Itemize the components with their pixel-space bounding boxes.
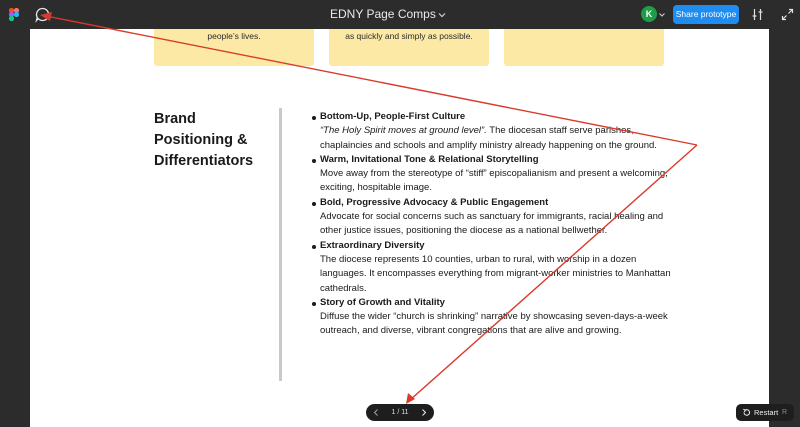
bullet-title: Bold, Progressive Advocacy & Public Engagement: [320, 196, 549, 208]
avatar[interactable]: K: [641, 6, 657, 22]
highlight-card: [329, 29, 489, 66]
sliders-icon[interactable]: [750, 7, 765, 22]
bullet-icon: [312, 159, 316, 163]
card-text: people’s lives.: [207, 31, 261, 41]
figma-logo-icon[interactable]: [7, 7, 21, 22]
top-toolbar: [0, 0, 800, 29]
bullet-title: Story of Growth and Vitality: [320, 296, 445, 308]
chevron-down-icon[interactable]: [658, 11, 666, 19]
list-item: [312, 196, 672, 239]
comment-bubble-icon[interactable]: [34, 6, 51, 23]
bullet-quote: “The Holy Spirit moves at ground level”.: [320, 125, 487, 137]
differentiators-list: [312, 110, 672, 339]
list-item: [312, 239, 672, 296]
bullet-title: Bottom-Up, People-First Culture: [320, 111, 466, 122]
restart-shortcut: R: [782, 409, 788, 416]
restart-label: Restart: [754, 408, 779, 417]
bullet-description: [320, 124, 672, 153]
chevron-down-icon[interactable]: [437, 10, 447, 20]
section-heading: Brand Positioning & Differentiators: [154, 111, 254, 169]
page-navigator: [366, 404, 434, 421]
bullet-icon: [312, 302, 316, 306]
bullet-icon: [312, 245, 316, 249]
chevron-left-icon[interactable]: [372, 408, 381, 417]
bullet-description: The diocese represents 10 counties, urban to rural, with worship in a dozen languages. It encompasses everything from migrant-worker ministries to Manhattan cathedrals.: [320, 253, 671, 294]
file-title[interactable]: EDNY Page Comps: [330, 7, 436, 21]
card-text: as quickly and simply as possible.: [345, 31, 473, 41]
page-indicator: 1 / 11: [391, 409, 409, 416]
bullet-description: Move away from the stereotype of “stiff” episcopalianism and present a welcoming, exciting, hospitable image.: [320, 168, 668, 194]
bullet-description: Advocate for social concerns such as sanctuary for immigrants, racial healing and other justice issues, positioning the diocese as a national bellwether.: [320, 211, 664, 237]
highlight-card: [154, 29, 314, 66]
list-item: [312, 110, 672, 153]
highlight-card: [504, 29, 664, 66]
bullet-description: Diffuse the wider “church is shrinking” narrative by showcasing seven-days-a-week outreach, and diverse, vibrant congregations that are alive and growing.: [320, 311, 668, 337]
list-item: [312, 153, 672, 196]
share-prototype-button[interactable]: Share prototype: [673, 5, 739, 24]
bullet-title: Warm, Invitational Tone & Relational Storytelling: [320, 153, 539, 165]
prototype-frame[interactable]: [30, 29, 769, 427]
list-item: [312, 296, 672, 339]
bullet-icon: [312, 202, 316, 206]
restart-icon: [742, 408, 751, 417]
bullet-icon: [312, 116, 316, 120]
expand-icon[interactable]: [780, 7, 795, 22]
bullet-description-text: The diocesan staff serve parishes, chaplaincies and schools and amplify ministry already happening on the ground.: [320, 125, 657, 151]
bullet-title: Extraordinary Diversity: [320, 239, 425, 251]
prototype-canvas: [0, 29, 800, 427]
chevron-right-icon[interactable]: [419, 408, 428, 417]
section-divider: [279, 108, 282, 381]
restart-button[interactable]: [736, 404, 794, 421]
